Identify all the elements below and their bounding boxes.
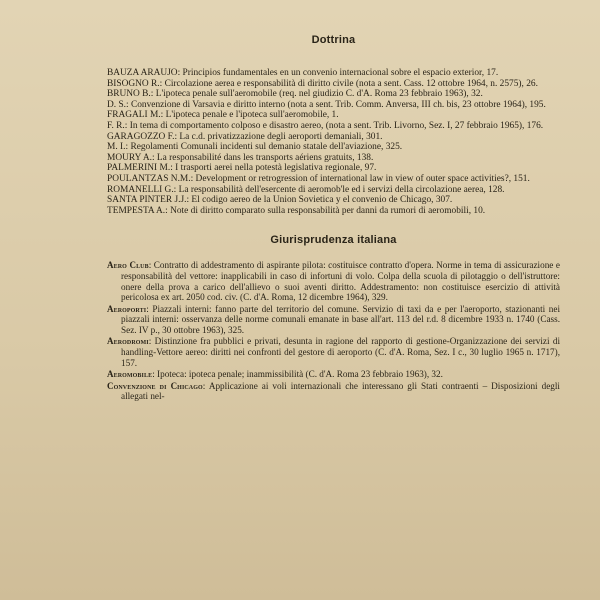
entry-text: : Ipoteca: ipoteca penale; inammissibilità (C. d'A. Roma 23 febbraio 1963), 32. — [152, 369, 443, 380]
entry-keyword: Aeroporti — [107, 303, 147, 314]
list-item — [107, 153, 560, 164]
entry-text: : Convenzione di Varsavia e diritto interno (nota a sent. Trib. Comm. Anversa, III ch. bis, 23 ottobre 1964), 195. — [126, 99, 546, 110]
list-item — [107, 89, 560, 100]
entry-text: : Contratto di addestramento di aspirante pilota: costituisce contratto d'opera. Norme in tema di assicurazione e responsabilità del vettore: inapplicabili in caso di infortuni di volo. Colpa della scuola di pilotaggio o dell'istruttore: onere della prova a carico dell'allievo o suoi aventi diritto. Addestramento: non costituisce esercizio di attività pericolosa ex art. 2050 cod. civ. (C. d'A. Roma, 12 dicembre 1964), 329. — [121, 260, 560, 303]
list-item — [107, 185, 560, 196]
entry-text: : La responsabilité dans les transports aériens gratuits, 138. — [151, 152, 374, 163]
list-item — [107, 381, 560, 402]
entry-keyword: Aerodromi — [107, 336, 149, 347]
list-item — [107, 132, 560, 143]
section-title-dottrina: Dottrina — [311, 34, 356, 46]
list-item — [107, 336, 560, 368]
list-item — [107, 79, 560, 90]
entry-text: : Circolazione aerea e responsabilità di diritto civile (nota a sent. Cass. 12 ottobre 1964, n. 2575), 26. — [159, 78, 538, 89]
giurisprudenza-list — [107, 260, 560, 402]
entry-text: : Development or retrogression of international law in view of outer space activities?, 151. — [190, 173, 530, 184]
entry-keyword: Aero Club — [107, 260, 149, 271]
entry-text: : Applicazione ai voli internazionali che interessano gli Stati contraenti – Disposizioni degli allegati nel- — [121, 380, 560, 402]
dottrina-list — [107, 68, 560, 216]
author-name: BISOGNO R. — [107, 78, 160, 89]
list-item — [107, 260, 560, 302]
entry-text: : I trasporti aerei nella potestà legislativa regionale, 97. — [170, 163, 377, 174]
list-item — [107, 142, 560, 153]
entry-text: : In tema di comportamento colposo e disastro aereo, (nota a sent. Trib. Livorno, Sez. I, 27 febbraio 1965), 176. — [124, 120, 544, 131]
entry-text: : Regolamenti Comunali incidenti sul demanio statale dell'aviazione, 325. — [125, 142, 403, 153]
list-item — [107, 206, 560, 217]
section-title-giurisprudenza: Giurisprudenza italiana — [270, 234, 397, 247]
author-name: F. R. — [107, 120, 125, 131]
list-item — [107, 110, 560, 121]
entry-text: : Distinzione fra pubblici e privati, desunta in ragione del rapporto di gestione-Organizzazione dei servizi di handling-Vettore aereo: diritti nei confronti del gestore di aeroporto (C. d'A. Roma, Sez. I c., 30 luglio 1965 n. 1717), 157. — [121, 336, 560, 368]
author-name: FRAGALI M. — [107, 110, 161, 121]
list-item — [107, 100, 560, 111]
entry-text: : Piazzali interni: fanno parte del territorio del comune. Servizio di taxi da e per l'aeroporto, stazionanti nei piazzali interni: osservanza delle norme comunali emanate in base all'art. 113 del r.d. 8 dicembre 1933 n. 1740 (Cass. Sez. IV p., 30 ottobre 1963), 325. — [121, 303, 560, 335]
author-name: PALMERINI M. — [107, 163, 171, 174]
entry-keyword: Aeromobile — [107, 369, 153, 380]
entry-text: : La c.d. privatizzazione degli aeroporti demaniali, 301. — [174, 131, 383, 142]
entry-text: : Note di diritto comparato sulla responsabilità per danni da rumori di aeromobili, 10. — [165, 205, 486, 216]
entry-text: : Principios fundamentales en un convenio internacional sobre el espacio exterior, 17. — [177, 68, 499, 78]
author-name: D. S. — [107, 99, 127, 110]
entry-text: : La responsabilità dell'esercente di aeromob'le ed i servizi della circolazione aerea, 128. — [173, 184, 505, 195]
list-item — [107, 68, 560, 79]
author-name: SANTA PINTER J.J. — [107, 195, 187, 206]
list-item — [107, 369, 560, 380]
author-name: BAUZA ARAUJO — [107, 68, 178, 78]
entry-text: : L'ipoteca penale sull'aeromobile (req. nel giudizio C. d'A. Roma 23 febbraio 1963), 32. — [150, 89, 483, 100]
author-name: ROMANELLI G. — [107, 184, 174, 195]
entry-text: : El codigo aereo de la Union Sovietica y el convenio de Chicago, 307. — [186, 195, 453, 206]
list-item — [107, 304, 560, 336]
author-name: M. I. — [107, 142, 126, 153]
entry-text: : L'ipoteca penale e l'ipoteca sull'aeromobile, 1. — [160, 110, 339, 121]
author-name: BRUNO B. — [107, 89, 151, 100]
list-item — [107, 174, 560, 185]
list-item — [107, 121, 560, 132]
author-name: TEMPESTA A. — [107, 205, 166, 216]
author-name: MOURY A. — [107, 152, 152, 163]
entry-keyword: Convenzione di Chicago — [107, 380, 203, 391]
list-item — [107, 163, 560, 174]
author-name: POULANTZAS N.M. — [107, 173, 191, 184]
author-name: GARAGOZZO F. — [107, 131, 175, 142]
list-item — [107, 195, 560, 206]
